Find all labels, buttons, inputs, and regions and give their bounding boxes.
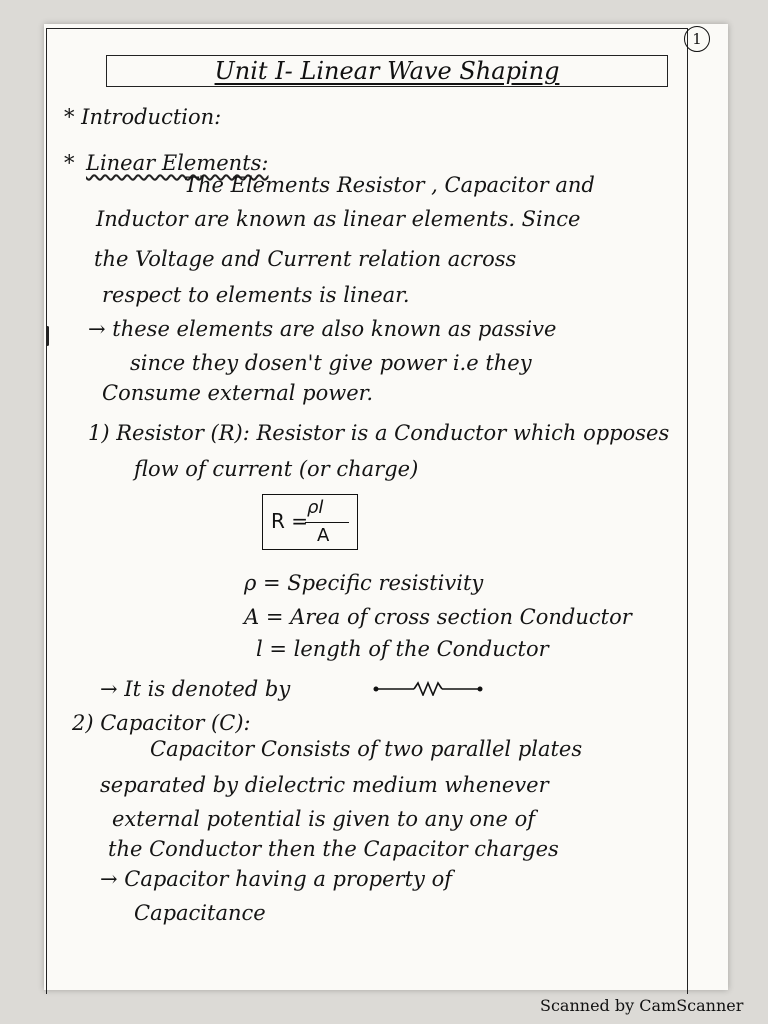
linear-elements-bullet: *: [64, 151, 75, 175]
resistance-formula-box: [262, 494, 358, 550]
text-line: Consume external power.: [102, 381, 374, 405]
resistor-heading: 1) Resistor (R): Resistor is a Conductor which opposes: [88, 421, 670, 445]
text-line: external potential is given to any one of: [112, 807, 536, 831]
text-line: Capacitance: [134, 901, 266, 925]
definition-line: A = Area of cross section Conductor: [244, 605, 632, 629]
text-line: → It is denoted by: [100, 677, 291, 701]
text-line: respect to elements is linear.: [102, 283, 410, 307]
formula-lhs: R =: [271, 509, 309, 533]
formula-numerator: ρl: [307, 497, 324, 518]
page-number: 1: [684, 26, 710, 52]
text-line: → Capacitor having a property of: [100, 867, 452, 891]
text-line: the Conductor then the Capacitor charges: [108, 837, 559, 861]
capacitor-heading: 2) Capacitor (C):: [72, 711, 251, 735]
definition-line: l = length of the Conductor: [256, 637, 549, 661]
introduction-heading: * Introduction:: [64, 105, 222, 129]
text-line: Inductor are known as linear elements. Since: [96, 207, 581, 231]
formula-denominator: A: [317, 525, 330, 546]
text-line: the Voltage and Current relation across: [94, 247, 517, 271]
text-line: The Elements Resistor , Capacitor and: [184, 173, 595, 197]
definition-line: ρ = Specific resistivity: [244, 571, 484, 595]
fraction-bar: [305, 522, 349, 523]
linear-elements-heading: Linear Elements:: [86, 151, 269, 175]
text-line: flow of current (or charge): [134, 457, 419, 481]
text-line: separated by dielectric medium whenever: [100, 773, 549, 797]
text-line: since they dosen't give power i.e they: [130, 351, 532, 375]
text-line: Capacitor Consists of two parallel plates: [150, 737, 583, 761]
scanner-watermark: Scanned by CamScanner: [540, 996, 744, 1015]
page-title: Unit I- Linear Wave Shaping: [106, 55, 668, 87]
text-line: → these elements are also known as passive: [88, 317, 557, 341]
resistor-symbol-icon: [372, 680, 484, 696]
binder-mark: [46, 326, 49, 346]
